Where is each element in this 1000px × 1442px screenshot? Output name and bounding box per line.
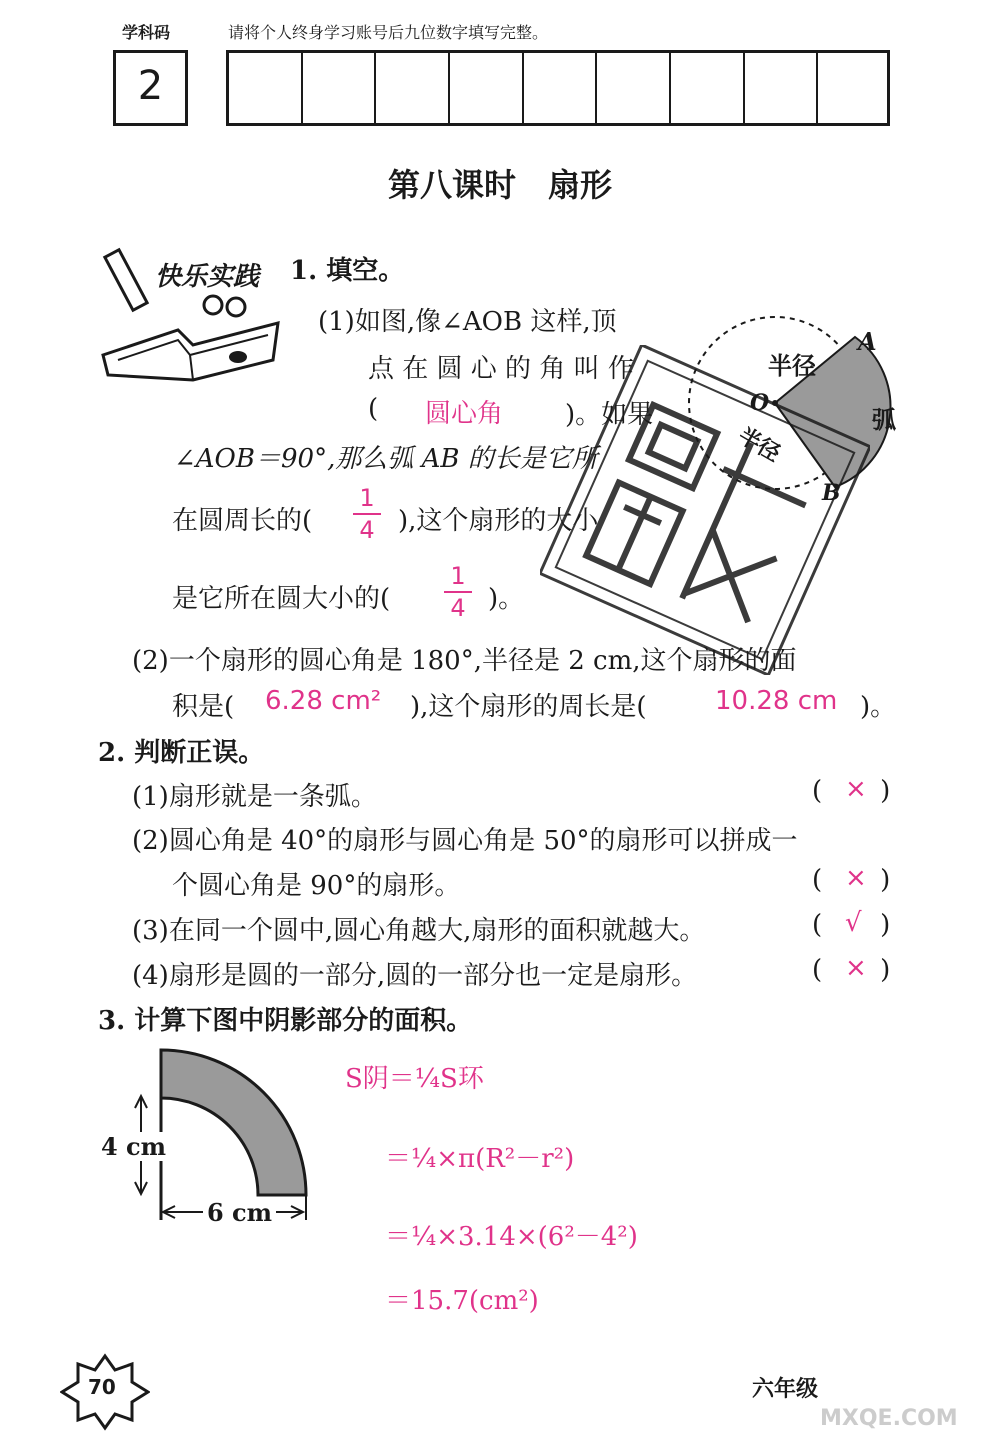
label-B: B — [822, 480, 841, 506]
q1-p2-line2c: )。 — [860, 692, 897, 722]
stamp-watermark-icon — [540, 345, 870, 675]
work-line-3: ＝¼×3.14×(6²－4²) — [385, 1222, 638, 1252]
label-arc: 弧 — [872, 406, 896, 434]
dim-outer-radius: 6 cm — [203, 1198, 276, 1227]
section-badge: 快乐实践 — [155, 262, 260, 292]
q1-p1-line1: (1)如图,像∠AOB 这样,顶 — [318, 307, 617, 337]
q2-item4-answer: × — [845, 953, 867, 983]
q2-item2-paren: ( ) — [812, 865, 891, 895]
q1-heading: 1. 填空。 — [290, 256, 405, 286]
q1-p1-line2: 点 在 圆 心 的 角 叫 作 — [368, 354, 634, 384]
digit-cell[interactable] — [522, 53, 524, 123]
account-number-boxes[interactable] — [226, 50, 890, 126]
q1-p1-line6a: 是它所在圆大小的( — [172, 584, 391, 614]
work-line-4: ＝15.7(cm²) — [385, 1286, 539, 1316]
label-radius-bottom: 半径 — [733, 423, 785, 468]
page-title: 第八课时 扇形 — [387, 166, 612, 204]
q1-p1-line4: ∠AOB＝90°,那么弧 AB 的长是它所 — [174, 444, 598, 474]
q2-item1-answer: × — [845, 774, 867, 804]
q1-p1-close: )。如果 — [565, 400, 654, 430]
answer-sector-area: 6.28 cm² — [265, 686, 382, 716]
q2-item3-answer: √ — [845, 908, 862, 938]
q1-p2-line2a: 积是( — [172, 692, 235, 722]
q2-item4: (4)扇形是圆的一部分,圆的一部分也一定是扇形。 — [132, 961, 698, 991]
q1-p1-line5a: 在圆周长的( — [172, 506, 313, 536]
q2-item2: (2)圆心角是 40°的扇形与圆心角是 50°的扇形可以拼成一 — [132, 826, 798, 856]
q2-item3: (3)在同一个圆中,圆心角越大,扇形的面积就越大。 — [132, 916, 706, 946]
digit-cell[interactable] — [743, 53, 745, 123]
watermark-text: MXQE.COM — [820, 1406, 958, 1431]
digit-cell[interactable] — [669, 53, 671, 123]
subject-code-label: 学科码 — [122, 23, 171, 42]
q1-p1-line6b: )。 — [488, 584, 525, 614]
digit-cell[interactable] — [301, 53, 303, 123]
answer-fraction-arc — [353, 484, 381, 544]
q2-item1-paren: ( ) — [812, 776, 891, 806]
frac-den: 4 — [359, 516, 375, 544]
work-line-2: ＝¼×π(R²－r²) — [385, 1144, 575, 1174]
label-A: A — [858, 327, 877, 356]
account-instruction: 请将个人终身学习账号后九位数字填写完整。 — [228, 23, 549, 42]
q2-heading: 2. 判断正误。 — [98, 738, 265, 768]
answer-fraction-area — [444, 562, 472, 622]
q2-item4-paren: ( ) — [812, 955, 891, 985]
work-line-1: S阴＝¼S环 — [345, 1064, 484, 1094]
frac-num: 1 — [359, 484, 375, 512]
q1-p2-line1: (2)一个扇形的圆心角是 180°,半径是 2 cm,这个扇形的面 — [132, 646, 797, 676]
grade-label: 六年级 — [752, 1377, 819, 1402]
subject-code-box — [113, 50, 188, 126]
digit-cell[interactable] — [595, 53, 597, 123]
q3-heading: 3. 计算下图中阴影部分的面积。 — [98, 1006, 473, 1036]
q1-p1-open: ( — [368, 394, 379, 424]
q1-p1-line5b: ),这个扇形的大小 — [398, 506, 599, 536]
answer-sector-perimeter: 10.28 cm — [715, 686, 838, 716]
label-O: O — [750, 390, 770, 416]
frac-den: 4 — [450, 594, 466, 622]
digit-cell[interactable] — [374, 53, 376, 123]
q1-p2-line2b: ),这个扇形的周长是( — [410, 692, 647, 722]
q2-item2-cont: 个圆心角是 90°的扇形。 — [172, 871, 461, 901]
answer-central-angle: 圆心角 — [425, 399, 504, 429]
subject-code-value: 2 — [137, 63, 164, 109]
q2-item2-answer: × — [845, 863, 867, 893]
digit-cell[interactable] — [448, 53, 450, 123]
dim-inner-radius: 4 cm — [101, 1132, 167, 1161]
q2-item1: (1)扇形就是一条弧。 — [132, 782, 377, 812]
frac-num: 1 — [450, 562, 466, 590]
page-number: 70 — [88, 1375, 116, 1399]
digit-cell[interactable] — [816, 53, 818, 123]
q2-item3-paren: ( ) — [812, 910, 891, 940]
label-radius-top: 半径 — [768, 352, 816, 380]
